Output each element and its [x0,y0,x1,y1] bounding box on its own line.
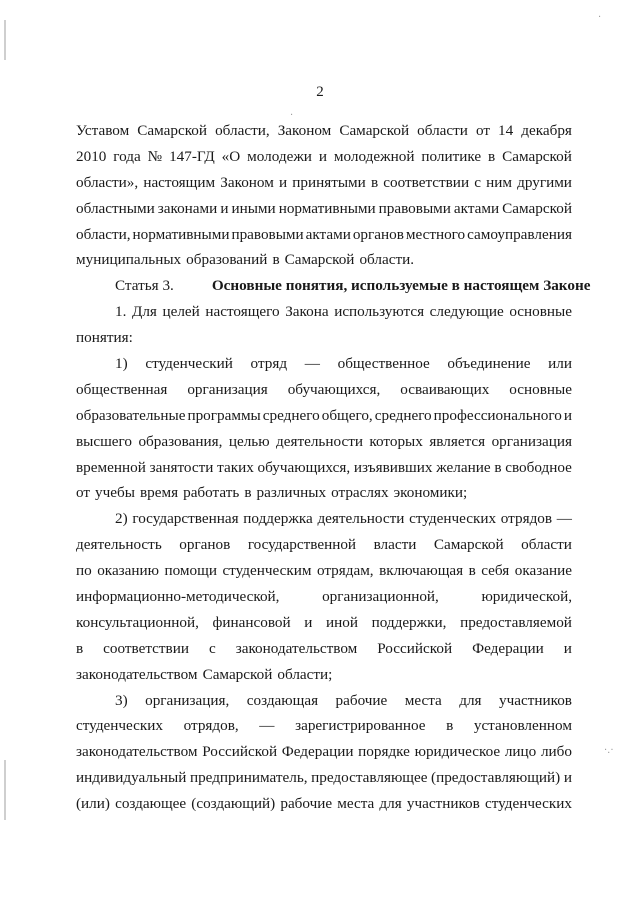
paragraph-line: понятия: [76,329,133,347]
scan-speck: · [598,12,602,23]
paragraph-line: высшего образования, целью деятельности которых является организация [76,432,572,450]
paragraph-line: в соответствии с законодательством Российской Федерации и [76,639,572,657]
document-body [76,118,591,817]
paragraph-line: 2010 года № 147-ГД «О молодежи и молодежной политике в Самарской [76,147,572,165]
paragraph-line: законодательством Самарской области; [76,665,333,683]
paragraph-line: студенческих отрядов, — зарегистрированное в установленном [76,717,572,735]
scan-speck: · [290,110,294,121]
paragraph-line: области», настоящим Законом и принятыми в соответствии с ним другими [76,173,572,191]
article-label: Статья 3. [115,277,174,295]
paragraph-line: законодательством Российской Федерации порядке юридическое лицо либо [76,743,572,761]
page-number: 2 [316,84,324,100]
article-heading [76,273,591,299]
paragraph-line: муниципальных образований в Самарской области. [76,251,415,269]
paragraph-line: 2) государственная поддержка деятельности студенческих отрядов — [115,510,572,528]
paragraph-line: Уставом Самарской области, Законом Самарской области от 14 декабря [76,122,572,139]
scan-speck: ·.· [604,745,614,756]
paragraph-line: области, нормативными правовыми актами органов местного самоуправления [76,225,572,243]
paragraph-line: временной занятости таких обучающихся, изъявивших желание в свободное [76,458,572,476]
paragraph-line: 1. Для целей настоящего Закона используются следующие основные [115,303,572,321]
paragraph-line: по оказанию помощи студенческим отрядам, включающая в себя оказание [76,562,572,580]
scan-margin-mark [4,760,6,820]
paragraph-line: образовательные программы среднего общего, среднего профессионального и [76,406,572,424]
paragraph-line: информационно-методической, организационной, юридической, [76,588,572,606]
paragraph-line: индивидуальный предприниматель, предоставляющее (предоставляющий) и [76,769,572,787]
paragraph-line: 3) организация, создающая рабочие места для участников [115,691,572,709]
paragraph-line: деятельность органов государственной власти Самарской области [76,536,572,554]
paragraph-line: от учебы время работать в различных отраслях экономики; [76,484,468,502]
paragraph-line: (или) создающее (создающий) рабочие места для участников студенческих [76,795,572,813]
article-title: Основные понятия, используемые в настоящем Законе [211,277,591,295]
scan-margin-mark [4,20,6,60]
paragraph-line: общественная организация обучающихся, осваивающих основные [76,380,572,398]
paragraph-line: областными законами и иными нормативными правовыми актами Самарской [76,199,572,217]
paragraph-line: консультационной, финансовой и иной поддержки, предоставляемой [76,613,572,631]
paragraph-line: 1) студенческий отряд — общественное объединение или [115,355,572,373]
